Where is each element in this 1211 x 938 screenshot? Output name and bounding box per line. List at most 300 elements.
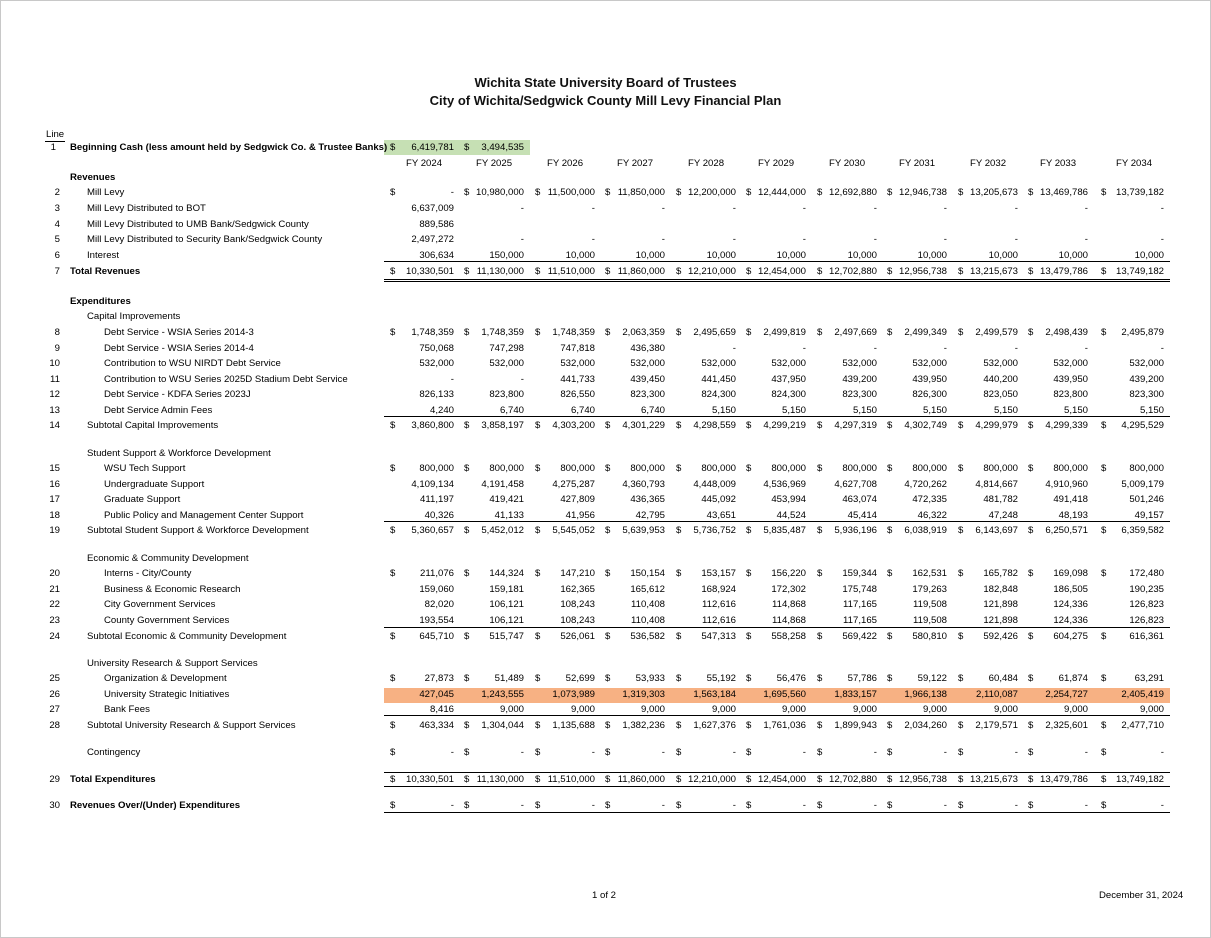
dollar-sign: $ — [676, 720, 682, 731]
dollar-sign: $ — [887, 631, 893, 642]
dollar-sign: $ — [390, 673, 396, 684]
value-cell: - — [591, 203, 595, 214]
dollar-sign: $ — [535, 720, 541, 731]
value-cell: 604,275 — [1053, 631, 1088, 642]
row-label: Bank Fees — [104, 704, 150, 715]
value-cell: 645,710 — [419, 631, 454, 642]
value-cell: - — [450, 187, 454, 198]
value-cell: 106,121 — [489, 615, 524, 626]
value-cell: 463,074 — [842, 494, 877, 505]
value-cell: 4,191,458 — [481, 479, 524, 490]
value-cell: 108,243 — [560, 599, 595, 610]
value-cell: 6,637,009 — [411, 203, 454, 214]
value-cell: 824,300 — [701, 389, 736, 400]
dollar-sign: $ — [535, 525, 541, 536]
value-cell: 5,639,953 — [622, 525, 665, 536]
value-cell: 182,848 — [983, 584, 1018, 595]
value-cell: 441,450 — [701, 374, 736, 385]
value-cell: 306,634 — [419, 250, 454, 261]
value-cell: 169,098 — [1053, 568, 1088, 579]
value-cell: 4,910,960 — [1045, 479, 1088, 490]
value-cell: 616,361 — [1129, 631, 1164, 642]
value-cell: 1,761,036 — [763, 720, 806, 731]
value-cell: 889,586 — [419, 219, 454, 230]
value-cell: 42,795 — [635, 510, 665, 521]
value-cell: - — [802, 343, 806, 354]
year-header: FY 2030 — [828, 158, 866, 169]
value-cell: - — [1014, 203, 1018, 214]
value-cell: 117,165 — [843, 599, 877, 610]
value-cell: 6,250,571 — [1045, 525, 1088, 536]
value-cell: 4,360,793 — [622, 479, 665, 490]
dollar-sign: $ — [817, 631, 823, 642]
year-header: FY 2024 — [405, 158, 443, 169]
dollar-sign: $ — [1101, 187, 1107, 198]
value-cell: 440,200 — [983, 374, 1018, 385]
value-cell: 4,299,219 — [763, 420, 806, 431]
value-cell: 121,898 — [983, 599, 1018, 610]
value-cell: 11,130,000 — [476, 774, 524, 785]
row-label: Debt Service - KDFA Series 2023J — [104, 389, 251, 400]
value-cell: 162,531 — [912, 568, 947, 579]
value-cell: 110,408 — [631, 615, 665, 626]
value-cell: 526,061 — [560, 631, 595, 642]
value-cell: 4,295,529 — [1121, 420, 1164, 431]
value-cell: 824,300 — [771, 389, 806, 400]
dollar-sign: $ — [676, 631, 682, 642]
value-cell: 11,860,000 — [617, 266, 665, 277]
value-cell: 27,873 — [424, 673, 454, 684]
single-underline — [384, 521, 1170, 522]
dollar-sign: $ — [1028, 774, 1034, 785]
row-label: Revenues — [70, 172, 116, 183]
value-cell: 439,200 — [842, 374, 877, 385]
dollar-sign: $ — [887, 327, 893, 338]
value-cell: 1,695,560 — [763, 689, 806, 700]
value-cell: - — [520, 747, 524, 758]
dollar-sign: $ — [1101, 420, 1107, 431]
dollar-sign: $ — [958, 774, 964, 785]
line-number: 15 — [49, 463, 60, 474]
value-cell: 441,733 — [560, 374, 595, 385]
dollar-sign: $ — [1028, 800, 1034, 811]
value-cell: 1,073,989 — [552, 689, 595, 700]
dollar-sign: $ — [676, 525, 682, 536]
line-number: 30 — [49, 800, 60, 811]
row-label: Business & Economic Research — [104, 584, 241, 595]
value-cell: - — [732, 203, 736, 214]
value-cell: 186,505 — [1053, 584, 1088, 595]
row-label: University Research & Support Services — [87, 658, 258, 669]
value-cell: 411,197 — [420, 494, 454, 505]
value-cell: - — [1084, 747, 1088, 758]
row-label: Mill Levy Distributed to BOT — [87, 203, 206, 214]
dollar-sign: $ — [817, 568, 823, 579]
line-number: 24 — [49, 631, 60, 642]
dollar-sign: $ — [464, 142, 470, 153]
dollar-sign: $ — [746, 747, 752, 758]
value-cell: 114,868 — [772, 615, 806, 626]
value-cell: 2,495,879 — [1121, 327, 1164, 338]
value-cell: 491,418 — [1053, 494, 1088, 505]
value-cell: 82,020 — [424, 599, 454, 610]
year-header: FY 2033 — [1039, 158, 1077, 169]
value-cell: 4,448,009 — [693, 479, 736, 490]
dollar-sign: $ — [390, 266, 396, 277]
double-underline — [384, 281, 1170, 282]
value-cell: 823,300 — [842, 389, 877, 400]
value-cell: 823,300 — [630, 389, 665, 400]
value-cell: 13,739,182 — [1115, 187, 1164, 198]
value-cell: 13,749,182 — [1115, 774, 1164, 785]
value-cell: 9,000 — [711, 704, 736, 715]
row-label: Mill Levy — [87, 187, 125, 198]
beginning-cash-fy2024: 6,419,781 — [411, 142, 454, 153]
dollar-sign: $ — [958, 187, 964, 198]
dollar-sign: $ — [390, 747, 396, 758]
value-cell: 112,616 — [702, 615, 736, 626]
line-number: 3 — [54, 203, 60, 214]
value-cell: 8,416 — [429, 704, 454, 715]
dollar-sign: $ — [1028, 266, 1034, 277]
value-cell: 12,444,000 — [757, 187, 806, 198]
dollar-sign: $ — [535, 631, 541, 642]
value-cell: 12,454,000 — [757, 266, 806, 277]
dollar-sign: $ — [390, 720, 396, 731]
value-cell: 53,933 — [635, 673, 665, 684]
single-overline — [384, 772, 1170, 773]
value-cell: 826,550 — [560, 389, 595, 400]
value-cell: - — [802, 234, 806, 245]
dollar-sign: $ — [1028, 631, 1034, 642]
dollar-sign: $ — [1101, 525, 1107, 536]
value-cell: 532,000 — [630, 358, 665, 369]
value-cell: - — [661, 800, 665, 811]
beginning-cash-fy2025: 3,494,535 — [481, 142, 524, 153]
row-label: University Strategic Initiatives — [104, 689, 230, 700]
dollar-sign: $ — [605, 720, 611, 731]
value-cell: 4,814,667 — [975, 479, 1018, 490]
value-cell: 11,500,000 — [547, 187, 595, 198]
value-cell: 10,330,501 — [405, 774, 454, 785]
dollar-sign: $ — [676, 800, 682, 811]
value-cell: 11,510,000 — [547, 266, 595, 277]
value-cell: 108,243 — [560, 615, 595, 626]
dollar-sign: $ — [817, 747, 823, 758]
value-cell: - — [943, 800, 947, 811]
value-cell: 12,210,000 — [687, 266, 736, 277]
dollar-sign: $ — [390, 187, 396, 198]
value-cell: - — [591, 747, 595, 758]
value-cell: - — [661, 747, 665, 758]
row-label: Mill Levy Distributed to UMB Bank/Sedgwick County — [87, 219, 309, 230]
value-cell: 117,165 — [843, 615, 877, 626]
value-cell: 4,627,708 — [834, 479, 877, 490]
row-label: Contribution to WSU Series 2025D Stadium Debt Service — [104, 374, 348, 385]
dollar-sign: $ — [605, 525, 611, 536]
value-cell: 5,545,052 — [552, 525, 595, 536]
value-cell: - — [1160, 343, 1164, 354]
row-label: Economic & Community Development — [87, 553, 249, 564]
value-cell: - — [520, 234, 524, 245]
dollar-sign: $ — [1028, 420, 1034, 431]
dollar-sign: $ — [1028, 568, 1034, 579]
value-cell: 750,068 — [419, 343, 454, 354]
value-cell: - — [873, 234, 877, 245]
row-label: Subtotal Economic & Community Development — [87, 631, 287, 642]
value-cell: - — [520, 800, 524, 811]
value-cell: 5,360,657 — [411, 525, 454, 536]
line-number: 22 — [49, 599, 60, 610]
dollar-sign: $ — [535, 463, 541, 474]
value-cell: 43,651 — [706, 510, 736, 521]
value-cell: 126,823 — [1129, 599, 1164, 610]
value-cell: 124,336 — [1053, 615, 1088, 626]
line-number: 6 — [54, 250, 60, 261]
dollar-sign: $ — [887, 774, 893, 785]
value-cell: 532,000 — [1053, 358, 1088, 369]
value-cell: 532,000 — [701, 358, 736, 369]
value-cell: 427,809 — [560, 494, 595, 505]
value-cell: - — [520, 374, 524, 385]
value-cell: 10,000 — [1134, 250, 1164, 261]
value-cell: 10,000 — [917, 250, 947, 261]
value-cell: 10,000 — [635, 250, 665, 261]
line-number: 5 — [54, 234, 60, 245]
dollar-sign: $ — [390, 774, 396, 785]
value-cell: 1,833,157 — [834, 689, 877, 700]
dollar-sign: $ — [958, 266, 964, 277]
value-cell: 172,480 — [1129, 568, 1164, 579]
value-cell: 112,616 — [702, 599, 736, 610]
dollar-sign: $ — [605, 747, 611, 758]
line-column-header: Line — [46, 129, 65, 140]
value-cell: 9,000 — [570, 704, 595, 715]
dollar-sign: $ — [535, 800, 541, 811]
value-cell: 9,000 — [781, 704, 806, 715]
line-number: 27 — [49, 704, 60, 715]
dollar-sign: $ — [605, 266, 611, 277]
value-cell: 47,248 — [988, 510, 1018, 521]
value-cell: 439,950 — [1053, 374, 1088, 385]
value-cell: 1,135,688 — [552, 720, 595, 731]
dollar-sign: $ — [464, 463, 470, 474]
value-cell: 823,300 — [1129, 389, 1164, 400]
value-cell: 4,301,229 — [622, 420, 665, 431]
value-cell: 9,000 — [993, 704, 1018, 715]
value-cell: 4,275,287 — [552, 479, 595, 490]
dollar-sign: $ — [958, 673, 964, 684]
line-number: 23 — [49, 615, 60, 626]
year-header: FY 2028 — [687, 158, 725, 169]
value-cell: 48,193 — [1058, 510, 1088, 521]
dollar-sign: $ — [1101, 568, 1107, 579]
value-cell: 3,858,197 — [481, 420, 524, 431]
value-cell: 800,000 — [489, 463, 524, 474]
value-cell: 436,365 — [630, 494, 665, 505]
dollar-sign: $ — [746, 420, 752, 431]
report-title: Wichita State University Board of Trustees — [474, 75, 737, 90]
dollar-sign: $ — [390, 420, 396, 431]
value-cell: 2,499,349 — [904, 327, 947, 338]
row-label: Total Expenditures — [70, 774, 156, 785]
single-underline — [384, 812, 1170, 813]
year-header: FY 2032 — [969, 158, 1007, 169]
value-cell: 580,810 — [912, 631, 947, 642]
dollar-sign: $ — [958, 800, 964, 811]
value-cell: 747,298 — [489, 343, 524, 354]
value-cell: 800,000 — [1129, 463, 1164, 474]
value-cell: 4,299,339 — [1045, 420, 1088, 431]
row-label: Undergraduate Support — [104, 479, 205, 490]
value-cell: 823,800 — [1053, 389, 1088, 400]
value-cell: - — [1084, 234, 1088, 245]
row-label: Mill Levy Distributed to Security Bank/Sedgwick County — [87, 234, 323, 245]
value-cell: 12,702,880 — [828, 774, 877, 785]
value-cell: 472,335 — [912, 494, 947, 505]
value-cell: 1,627,376 — [693, 720, 736, 731]
value-cell: 126,823 — [1129, 615, 1164, 626]
value-cell: 56,476 — [776, 673, 806, 684]
value-cell: 6,038,919 — [904, 525, 947, 536]
value-cell: - — [732, 234, 736, 245]
dollar-sign: $ — [958, 463, 964, 474]
report-subtitle: City of Wichita/Sedgwick County Mill Levy Financial Plan — [429, 93, 782, 108]
value-cell: 2,497,669 — [834, 327, 877, 338]
single-underline — [384, 261, 1170, 262]
value-cell: 515,747 — [489, 631, 524, 642]
value-cell: 826,133 — [419, 389, 454, 400]
value-cell: 439,450 — [630, 374, 665, 385]
dollar-sign: $ — [958, 420, 964, 431]
value-cell: 165,782 — [983, 568, 1018, 579]
value-cell: 10,980,000 — [475, 187, 524, 198]
value-cell: 5,150 — [922, 405, 947, 416]
value-cell: 2,063,359 — [622, 327, 665, 338]
line-number: 1 — [50, 142, 56, 153]
value-cell: 13,215,673 — [969, 774, 1018, 785]
value-cell: 10,000 — [988, 250, 1018, 261]
value-cell: 61,874 — [1058, 673, 1088, 684]
dollar-sign: $ — [605, 568, 611, 579]
row-label: Debt Service - WSIA Series 2014-4 — [104, 343, 254, 354]
dollar-sign: $ — [887, 525, 893, 536]
value-cell: - — [1014, 234, 1018, 245]
value-cell: 4,536,969 — [763, 479, 806, 490]
value-cell: 193,554 — [419, 615, 454, 626]
row-label: Subtotal Student Support & Workforce Development — [87, 525, 309, 536]
value-cell: 12,210,000 — [687, 774, 736, 785]
dollar-sign: $ — [390, 631, 396, 642]
dollar-sign: $ — [817, 525, 823, 536]
dollar-sign: $ — [605, 800, 611, 811]
year-header: FY 2027 — [616, 158, 654, 169]
row-label: Contribution to WSU NIRDT Debt Service — [104, 358, 281, 369]
dollar-sign: $ — [887, 800, 893, 811]
dollar-sign: $ — [605, 463, 611, 474]
value-cell: - — [450, 800, 454, 811]
value-cell: 6,143,697 — [975, 525, 1018, 536]
line-number: 29 — [49, 774, 60, 785]
value-cell: 532,000 — [983, 358, 1018, 369]
dollar-sign: $ — [817, 420, 823, 431]
dollar-sign: $ — [676, 673, 682, 684]
page-number: 1 of 2 — [592, 890, 617, 901]
dollar-sign: $ — [746, 525, 752, 536]
dollar-sign: $ — [1028, 187, 1034, 198]
value-cell: 1,748,359 — [552, 327, 595, 338]
value-cell: 150,000 — [489, 250, 524, 261]
line-number: 25 — [49, 673, 60, 684]
line-number: 21 — [49, 584, 60, 595]
value-cell: 190,235 — [1129, 584, 1164, 595]
dollar-sign: $ — [746, 187, 752, 198]
value-cell: 800,000 — [560, 463, 595, 474]
value-cell: 147,210 — [560, 568, 595, 579]
line-number: 18 — [49, 510, 60, 521]
value-cell: 119,508 — [913, 599, 947, 610]
dollar-sign: $ — [1101, 327, 1107, 338]
value-cell: 823,050 — [983, 389, 1018, 400]
dollar-sign: $ — [535, 568, 541, 579]
value-cell: 5,009,179 — [1121, 479, 1164, 490]
row-label: WSU Tech Support — [104, 463, 186, 474]
dollar-sign: $ — [817, 720, 823, 731]
dollar-sign: $ — [464, 266, 470, 277]
line-number: 2 — [54, 187, 60, 198]
value-cell: 532,000 — [771, 358, 806, 369]
value-cell: 1,748,359 — [481, 327, 524, 338]
value-cell: - — [873, 203, 877, 214]
row-label: Interest — [87, 250, 119, 261]
value-cell: - — [520, 203, 524, 214]
value-cell: 153,157 — [701, 568, 736, 579]
dollar-sign: $ — [605, 774, 611, 785]
dollar-sign: $ — [746, 266, 752, 277]
value-cell: - — [591, 800, 595, 811]
value-cell: 11,130,000 — [476, 266, 524, 277]
dollar-sign: $ — [887, 266, 893, 277]
single-underline — [384, 715, 1170, 716]
value-cell: 453,994 — [771, 494, 806, 505]
value-cell: 13,469,786 — [1039, 187, 1088, 198]
value-cell: 1,899,943 — [834, 720, 877, 731]
value-cell: 55,192 — [706, 673, 736, 684]
line-number: 26 — [49, 689, 60, 700]
value-cell: 13,749,182 — [1115, 266, 1164, 277]
value-cell: - — [450, 374, 454, 385]
dollar-sign: $ — [605, 631, 611, 642]
value-cell: 159,344 — [842, 568, 877, 579]
dollar-sign: $ — [1101, 673, 1107, 684]
value-cell: 532,000 — [560, 358, 595, 369]
row-label: Contingency — [87, 747, 141, 758]
value-cell: - — [1160, 747, 1164, 758]
single-underline — [384, 416, 1170, 417]
row-label: Debt Service - WSIA Series 2014-3 — [104, 327, 254, 338]
value-cell: 800,000 — [419, 463, 454, 474]
value-cell: - — [661, 203, 665, 214]
value-cell: 10,000 — [847, 250, 877, 261]
value-cell: 121,898 — [983, 615, 1018, 626]
year-header: FY 2026 — [546, 158, 584, 169]
dollar-sign: $ — [746, 463, 752, 474]
value-cell: 9,000 — [499, 704, 524, 715]
value-cell: 463,334 — [419, 720, 454, 731]
report-date: December 31, 2024 — [1099, 890, 1184, 901]
value-cell: 49,157 — [1134, 510, 1164, 521]
value-cell: 1,319,303 — [622, 689, 665, 700]
